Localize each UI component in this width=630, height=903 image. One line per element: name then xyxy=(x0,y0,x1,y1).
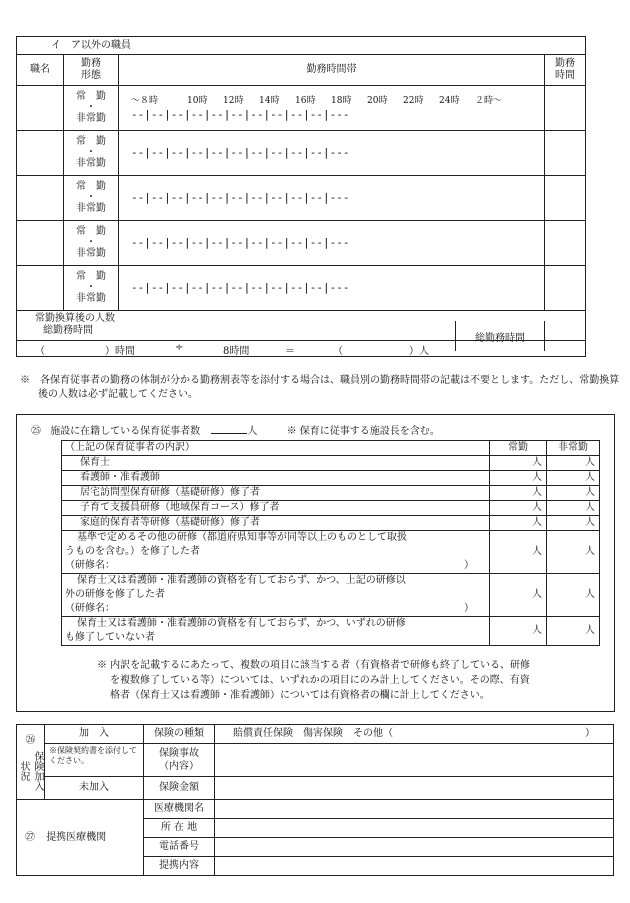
table-row: 家庭的保育者等研修（基礎研修）修了者 人 人 xyxy=(62,516,600,531)
hours-cell[interactable] xyxy=(545,85,586,130)
hours-cell[interactable] xyxy=(545,175,586,220)
regular-count-input[interactable]: 人 xyxy=(490,471,547,486)
fte-calc-row: （ ）時間 ÷ 8時間 ＝ （ ）人 xyxy=(17,340,585,356)
timeline-dashes: --|--|--|--|--|--|--|--|--|--|--- xyxy=(131,107,350,121)
hours-cell[interactable] xyxy=(545,220,586,265)
table-row: 保育士 人 人 xyxy=(62,456,600,471)
parttime-count-input[interactable]: 人 xyxy=(547,516,600,531)
parttime-count-input[interactable]: 人 xyxy=(547,501,600,516)
staff-note: ※ 各保育従事者の勤務の体制が分かる勤務割表等を添付する場合は、職員別の勤務時間帯の記載は不要とします。ただし、常勤換算後の人数は必ず記載してください。 xyxy=(20,375,620,400)
employment-type-cell[interactable]: 常 勤 ・ 非常勤 xyxy=(64,220,119,265)
medical-address-label: 所 在 地 xyxy=(144,819,215,838)
enrolled-note: ※保険契約書を添付してください。 xyxy=(45,744,144,777)
job-title-cell[interactable] xyxy=(17,265,64,310)
table-row: 居宅訪問型保育研修（基礎研修）修了者 人 人 xyxy=(62,486,600,501)
job-title-cell[interactable] xyxy=(17,175,64,220)
employment-type-cell[interactable]: 常 勤 ・ 非常勤 xyxy=(64,265,119,310)
insurance-incident-input[interactable] xyxy=(215,744,614,777)
time-label: 22時 xyxy=(403,95,424,106)
timeline-cell[interactable] xyxy=(119,130,545,175)
table-row: 基準で定めるその他の研修（都道府県知事等が同等以上のものとして取扱 うものを含む。）を修了した者 （研修名： ） 人 人 xyxy=(62,531,600,574)
header-timeline: 勤務時間帯 xyxy=(119,55,545,85)
calc-persons-input[interactable]: ）人 xyxy=(409,346,429,357)
enrolled-option[interactable]: 加 入 xyxy=(45,725,144,744)
insurance-amount-input[interactable] xyxy=(215,777,614,800)
staff-count-intro: ㉕ 施設に在籍している保育従事者数 人 ※ 保育に従事する施設長を含む。 xyxy=(31,422,440,437)
header-job-title: 職名 xyxy=(17,55,64,85)
breakdown-footnote: ※ 内訳を記載するにあたって、複数の項目に該当する者（有資格者で研修も終了している、研修 を複数修了している等）については、いずれかの項目にのみ計上してください。その際、有資 格者（保育士又は看護師・准看護師）については有資格者の欄に計上してください。 xyxy=(97,660,530,701)
section-27-number: ㉗ xyxy=(25,831,35,843)
timeline-dashes: --|--|--|--|--|--|--|--|--|--|--- xyxy=(131,235,350,249)
regular-count-input[interactable]: 人 xyxy=(490,501,547,516)
time-label: 20時 xyxy=(367,95,388,106)
time-label: 16時 xyxy=(295,95,316,106)
header-employment-type: 勤務 形態 xyxy=(64,55,119,85)
medical-address-input[interactable] xyxy=(215,819,614,838)
section-26-number: ㉖ xyxy=(25,734,36,746)
insurance-type-label: 保険の種類 xyxy=(144,725,215,744)
table-row: 保育士又は看護師・准看護師の資格を有しておらず、かつ、いずれの研修 も修了していない者 人 人 xyxy=(62,617,600,646)
timeline-cell[interactable] xyxy=(119,175,545,220)
job-title-cell[interactable] xyxy=(17,220,64,265)
fte-label: 常勤換算後の人数 xyxy=(35,312,115,324)
insurance-status-label: ㉖ 状況 保険加入 xyxy=(17,725,45,800)
calc-hours-input[interactable]: ）時間 xyxy=(105,346,135,357)
hours-cell[interactable] xyxy=(545,265,586,310)
breakdown-header-parttime: 非常勤 xyxy=(547,441,600,456)
regular-count-input[interactable]: 人 xyxy=(490,574,547,617)
time-label: ～８時 xyxy=(131,95,159,106)
timeline-cell[interactable] xyxy=(119,265,545,310)
staff-count-section xyxy=(16,414,615,712)
regular-count-input[interactable]: 人 xyxy=(490,456,547,471)
table-row: 看護師・准看護師 人 人 xyxy=(62,471,600,486)
staff-row xyxy=(17,265,585,310)
time-label: 10時 xyxy=(187,95,208,106)
parttime-count-input[interactable]: 人 xyxy=(547,456,600,471)
staff-count-input[interactable] xyxy=(211,423,247,434)
parttime-count-input[interactable]: 人 xyxy=(547,531,600,574)
regular-count-input[interactable]: 人 xyxy=(490,516,547,531)
parttime-count-input[interactable]: 人 xyxy=(547,574,600,617)
section-25-number: ㉕ xyxy=(31,426,41,437)
staff-row xyxy=(17,175,585,220)
medical-partnership-label: 提携内容 xyxy=(144,857,215,876)
staff-section xyxy=(16,36,586,357)
table-row: 保育士又は看護師・准看護師の資格を有しておらず、かつ、上記の研修以 外の研修を修了した者 （研修名： ） 人 人 xyxy=(62,574,600,617)
time-label: 24時 xyxy=(439,95,460,106)
staff-table xyxy=(17,55,585,340)
insurance-medical-table xyxy=(16,724,614,876)
staff-count-note: ※ 保育に従事する施設長を含む。 xyxy=(286,426,440,437)
time-label: 18時 xyxy=(331,95,352,106)
parttime-count-input[interactable]: 人 xyxy=(547,486,600,501)
timeline-dashes: --|--|--|--|--|--|--|--|--|--|--- xyxy=(131,280,350,294)
employment-type-cell[interactable]: 常 勤 ・ 非常勤 xyxy=(64,130,119,175)
staff-row xyxy=(17,220,585,265)
total-hours-label: 総勤務時間 xyxy=(43,324,93,336)
insurance-incident-label: 保険事故 （内容） xyxy=(144,744,215,777)
employment-type-cell[interactable]: 常 勤 ・ 非常勤 xyxy=(64,175,119,220)
regular-count-input[interactable]: 人 xyxy=(490,617,547,646)
timeline-dashes: --|--|--|--|--|--|--|--|--|--|--- xyxy=(131,145,350,159)
header-hours: 勤務 時間 xyxy=(545,55,586,85)
regular-count-input[interactable]: 人 xyxy=(490,486,547,501)
time-label: 12時 xyxy=(223,95,244,106)
employment-type-cell[interactable]: 常 勤 ・ 非常勤 xyxy=(64,85,119,130)
table-row: 子育て支援員研修（地域保育コース）修了者 人 人 xyxy=(62,501,600,516)
medical-partnership-input[interactable] xyxy=(215,857,614,876)
insurance-amount-label: 保険金額 xyxy=(144,777,215,800)
breakdown-header-item: （上記の保育従事者の内訳） xyxy=(62,441,490,456)
parttime-count-input[interactable]: 人 xyxy=(547,617,600,646)
total-hours-box: 総勤務時間 xyxy=(455,321,545,351)
medical-phone-label: 電話番号 xyxy=(144,838,215,857)
job-title-cell[interactable] xyxy=(17,130,64,175)
staff-row xyxy=(17,130,585,175)
time-label: ２時～ xyxy=(475,95,503,106)
time-label: 14時 xyxy=(259,95,280,106)
staff-breakdown-table xyxy=(61,440,600,646)
job-title-cell[interactable] xyxy=(17,85,64,130)
time-labels xyxy=(119,95,544,109)
timeline-dashes: --|--|--|--|--|--|--|--|--|--|--- xyxy=(131,190,350,204)
timeline-cell[interactable] xyxy=(119,85,545,130)
not-enrolled-option[interactable]: 未加入 xyxy=(45,777,144,800)
medical-partner-label: ㉗ 提携医療機関 xyxy=(17,800,144,876)
breakdown-header-regular: 常勤 xyxy=(490,441,547,456)
insurance-type-options[interactable]: 賠償責任保険 傷害保険 その他（ ） xyxy=(215,725,614,744)
parttime-count-input[interactable]: 人 xyxy=(547,471,600,486)
medical-name-label: 医療機関名 xyxy=(144,800,215,819)
staff-section-title: イ ア以外の職員 xyxy=(17,37,585,55)
regular-count-input[interactable]: 人 xyxy=(490,531,547,574)
staff-row xyxy=(17,85,585,130)
medical-name-input[interactable] xyxy=(215,800,614,819)
hours-cell[interactable] xyxy=(545,130,586,175)
timeline-cell[interactable] xyxy=(119,220,545,265)
medical-phone-input[interactable] xyxy=(215,838,614,857)
